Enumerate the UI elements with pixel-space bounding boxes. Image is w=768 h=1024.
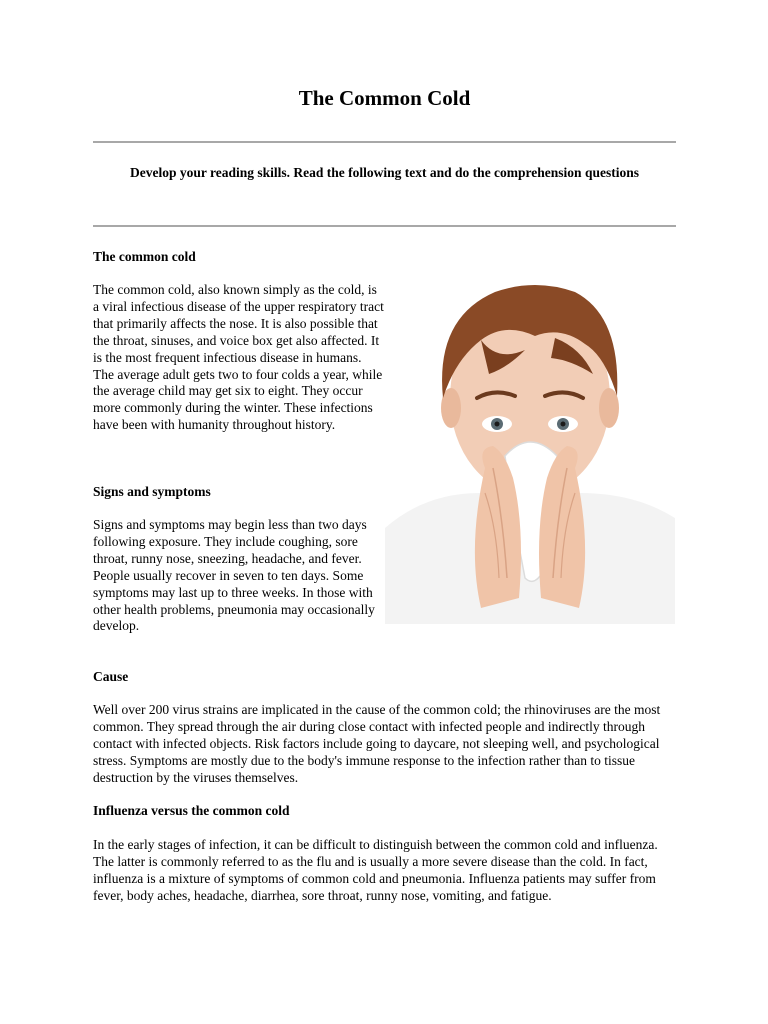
section-heading-signs-symptoms: Signs and symptoms: [93, 484, 211, 499]
intro-instructions: Develop your reading skills. Read the following text and do the comprehension questions: [130, 165, 639, 180]
section-text-cause: Well over 200 virus strains are implicated in the cause of the common cold; the rhinoviruses are the most common. They spread through the air during close contact with infected people and indirectly through contact with infected objects. Risk factors include going to daycare, not sleeping well, and psychological stress. Symptoms are mostly due to the body's immune response to the infection rather than to tissue destruction by the viruses themselves.: [93, 702, 661, 785]
section-heading-cause: Cause: [93, 669, 129, 684]
section-text-signs-symptoms: Signs and symptoms may begin less than two days following exposure. They include coughing, sore throat, runny nose, sneezing, headache, and fever. People usually recover in seven to ten days. Some symptoms may last up to three weeks. In those with other health problems, pneumonia may occasionally develop.: [93, 517, 375, 634]
section-heading-common-cold: The common cold: [93, 249, 196, 264]
top-divider: [93, 141, 676, 143]
bottom-divider: [93, 225, 676, 227]
section-heading-influenza: Influenza versus the common cold: [93, 803, 290, 818]
sneezing-woman-photo: [385, 278, 675, 624]
page-title: The Common Cold: [298, 86, 471, 110]
section-text-influenza: In the early stages of infection, it can be difficult to distinguish between the common cold and influenza. The latter is commonly referred to as the flu and is usually a more severe disease than the cold. In fact, influenza is a mixture of symptoms of common cold and pneumonia. Influenza patients may suffer from fever, body aches, headache, diarrhea, sore throat, runny nose, vomiting, and fatigue.: [93, 837, 658, 903]
section-text-common-cold: The common cold, also known simply as the cold, is a viral infectious disease of the upper respiratory tract that primarily affects the nose. It is also possible that the throat, sinuses, and voice box get also affected. It is the most frequent infectious disease in humans. The average adult gets two to four colds a year, while the average child may get six to eight. They occur more commonly during the winter. These infections have been with humanity throughout history.: [93, 282, 384, 433]
